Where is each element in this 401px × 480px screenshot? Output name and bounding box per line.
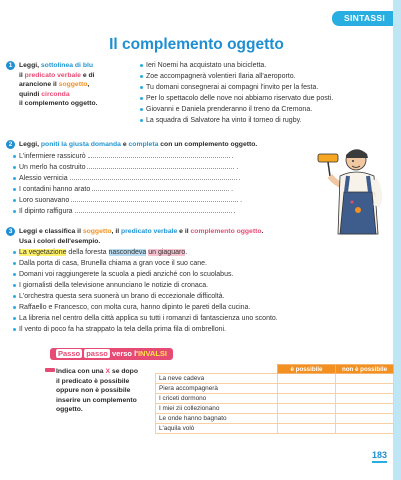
list-item: Per lo spettacolo delle nove noi abbiamo riservato due posti. [140, 93, 333, 104]
painter-illustration [312, 136, 388, 236]
answer-cell[interactable] [336, 394, 394, 404]
page-edge-strip [393, 0, 401, 480]
answer-line[interactable] [71, 196, 238, 202]
invalsi-banner: Passo passo verso l'INVALSI [50, 348, 173, 360]
answer-cell[interactable] [278, 384, 336, 394]
invalsi-table [155, 364, 394, 434]
list-item: Raffaello e Francesco, con molta cura, hanno dipinto le pareti della cucina. [13, 302, 278, 313]
section-tag: SINTASSI [332, 11, 393, 26]
exercise-number: 1 [6, 61, 15, 70]
answer-cell[interactable] [336, 384, 394, 394]
pencil-icon [45, 368, 55, 372]
page-title: Il complemento oggetto [109, 36, 284, 53]
exercise-1 [6, 61, 376, 146]
answer-line[interactable] [87, 163, 234, 169]
answer-line[interactable] [92, 185, 229, 191]
table-row: I criceti dormono [156, 394, 394, 404]
exercise-instruction: Leggi e classifica il soggetto, il predicato verbale e il complemento oggetto. Usa i colori dell'esempio. [19, 228, 264, 245]
list-item: Domani voi raggiungerete la scuola a piedi anziché con lo scuolabus. [13, 269, 278, 280]
column-header: non è possibile [336, 365, 394, 374]
exercise-3 [6, 227, 376, 342]
table-row: L'aquila volò [156, 424, 394, 434]
exercise-2 [6, 140, 306, 220]
table-row: I miei zii collezionano [156, 404, 394, 414]
exercise-2-sentences [13, 151, 242, 217]
exercise-instruction: Leggi, poniti la giusta domanda e completa con un complemento oggetto. [19, 141, 258, 148]
answer-cell[interactable] [278, 424, 336, 434]
list-item: I contadini hanno arato . [13, 184, 242, 195]
list-item: Dalla porta di casa, Brunella chiama a gran voce il suo cane. [13, 258, 278, 269]
answer-line[interactable] [88, 152, 230, 158]
answer-cell[interactable] [336, 414, 394, 424]
answer-cell[interactable] [278, 404, 336, 414]
list-item: I giornalisti della televisione annunciano le notizie di cronaca. [13, 280, 278, 291]
list-item: Alessio vernicia . [13, 173, 242, 184]
list-item: Loro suonavano . [13, 195, 242, 206]
list-item: Un merlo ha costruito . [13, 162, 242, 173]
exercise-instruction: Leggi, sottolinea di blu il predicato verbale e di arancione il soggetto, quindi circonda il complemento oggetto. [19, 62, 98, 107]
table-row: Piera accompagnerà [156, 384, 394, 394]
answer-cell[interactable] [336, 424, 394, 434]
list-item: Tu domani consegnerai ai compagni l'invito per la festa. [140, 82, 333, 93]
exercise-number: 3 [6, 227, 15, 236]
answer-cell[interactable] [278, 394, 336, 404]
page-number: 183 [372, 450, 387, 463]
answer-line[interactable] [70, 174, 237, 180]
answer-cell[interactable] [278, 374, 336, 384]
answer-cell[interactable] [336, 404, 394, 414]
exercise-1-sentences [140, 60, 333, 126]
answer-cell[interactable] [278, 414, 336, 424]
answer-cell[interactable] [336, 374, 394, 384]
table-row: Le onde hanno bagnato [156, 414, 394, 424]
answer-line[interactable] [75, 207, 232, 213]
list-item: Zoe accompagnerà volentieri Ilaria all'aeroporto. [140, 71, 333, 82]
table-row: La neve cadeva [156, 374, 394, 384]
list-item: Giovanni e Daniela prenderanno il treno da Cremona. [140, 104, 333, 115]
exercise-number: 2 [6, 140, 15, 149]
list-item: Il vento di poco fa ha strappato la tela della prima fila di ombrelloni. [13, 324, 278, 335]
column-header: è possibile [278, 365, 336, 374]
list-item: Ieri Noemi ha acquistato una bicicletta. [140, 60, 333, 71]
list-item: L'orchestra questa sera suonerà un brano di eccezionale difficoltà. [13, 291, 278, 302]
list-item: L'infermiere rassicurò . [13, 151, 242, 162]
invalsi-instruction: Indica con una X se dopo il predicato è possibile oppure non è possibile inserire un complemento oggetto. [56, 368, 138, 413]
list-item: La squadra di Salvatore ha vinto il torneo di rugby. [140, 115, 333, 126]
exercise-3-sentences [13, 247, 278, 335]
list-item: Il dipinto raffigura . [13, 206, 242, 217]
example-sentence: La vegetazione della foresta nascondeva un giaguaro. [13, 247, 278, 258]
list-item: La libreria nel centro della città applica su tutti i romanzi di fantascienza uno sconto. [13, 313, 278, 324]
